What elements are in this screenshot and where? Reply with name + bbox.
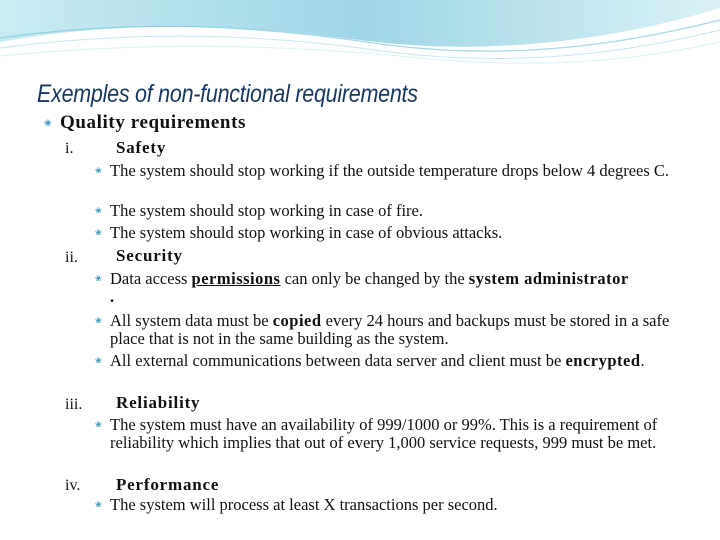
list-item: All external communications between data server and client must be encrypted. — [110, 351, 645, 370]
bullet-icon: ❀ — [95, 228, 102, 237]
list-item: The system will process at least X transactions per second. — [110, 495, 498, 514]
list-item: The system must have an availability of 999/1000 or 99%. This is a requirement of reliability which implies that out of every 1,000 service requests, 999 must be met. — [110, 415, 658, 452]
bullet-icon: ❀ — [95, 500, 102, 509]
header-wave-decoration — [0, 0, 720, 90]
bullet-icon: ❀ — [95, 356, 102, 365]
section-heading-security: Security — [116, 246, 183, 265]
level1-heading: Quality requirements — [60, 112, 246, 133]
bullet-icon: ❀ — [95, 316, 102, 325]
list-item: Data access permissions can only be changed by the system administrator . — [110, 269, 629, 306]
slide-title: Exemples of non-functional requirements — [37, 80, 418, 108]
bullet-icon: ❀ — [44, 119, 52, 129]
list-item: The system should stop working if the outside temperature drops below 4 degrees C. — [110, 161, 670, 180]
section-heading-performance: Performance — [116, 475, 220, 494]
list-item: The system should stop working in case of fire. — [110, 201, 423, 220]
bullet-icon: ❀ — [95, 420, 102, 429]
list-item: The system should stop working in case of obvious attacks. — [110, 223, 503, 242]
section-heading-reliability: Reliability — [116, 393, 201, 412]
section-numeral: i. — [65, 140, 74, 157]
bullet-icon: ❀ — [95, 274, 102, 283]
section-numeral: iv. — [65, 477, 81, 494]
list-item: All system data must be copied every 24 hours and backups must be stored in a safe place that is not in the same building as the system. — [110, 311, 670, 348]
bullet-icon: ❀ — [95, 166, 102, 175]
section-numeral: iii. — [65, 396, 83, 413]
bullet-icon: ❀ — [95, 206, 102, 215]
section-heading-safety: Safety — [116, 138, 167, 157]
section-numeral: ii. — [65, 249, 78, 266]
